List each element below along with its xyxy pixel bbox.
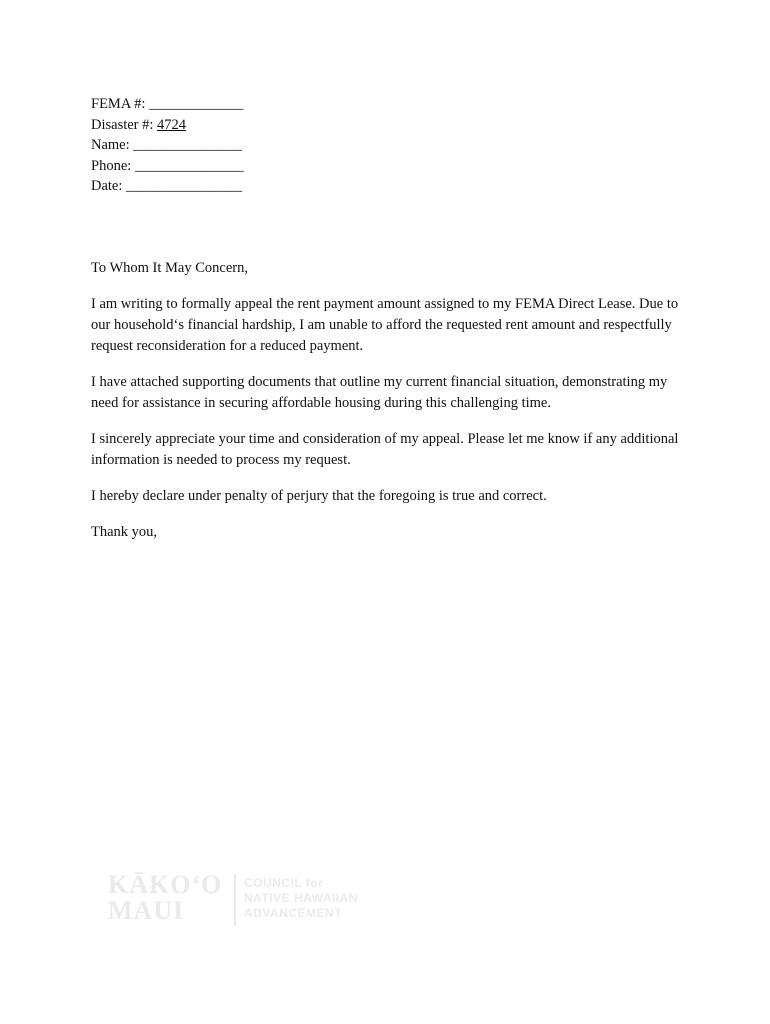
phone-field: Phone: _______________ xyxy=(91,157,244,174)
paragraph-declaration: I hereby declare under penalty of perjury that the foregoing is true and correct. xyxy=(91,488,547,504)
date-field: Date: ________________ xyxy=(91,178,243,195)
council-line-3: ADVANCEMENT xyxy=(244,906,342,920)
letter-body xyxy=(91,258,691,558)
disaster-number-value: 4724 xyxy=(157,116,187,133)
organization-watermark-logo xyxy=(108,872,378,932)
council-line-2: NATIVE HAWAIIAN xyxy=(244,891,358,905)
council-name xyxy=(244,876,358,921)
closing: Thank you, xyxy=(91,524,158,540)
disaster-number-label: Disaster #: xyxy=(91,116,158,133)
logo-divider xyxy=(234,874,236,926)
logo-line-1: KĀKOʻO xyxy=(108,870,223,899)
fema-number-field: FEMA #: _____________ xyxy=(91,96,244,112)
paragraph-appeal: I am writing to formally appeal the rent payment amount assigned to my FEMA Direct Lease. Due to our household‘s financial hardship, I am unable to afford the requested rent amount and respectfully request reconsideration for a reduced payment. xyxy=(91,296,679,354)
logo-line-2: MAUI xyxy=(108,896,185,925)
header-fields xyxy=(91,94,244,197)
disaster-number-field xyxy=(91,115,244,136)
salutation: To Whom It May Concern, xyxy=(91,260,248,276)
kakoo-maui-logo-text xyxy=(108,872,228,928)
name-field: Name: _______________ xyxy=(91,137,243,154)
paragraph-documents: I have attached supporting documents that outline my current financial situation, demonstrating my need for assistance in securing affordable housing during this challenging time. xyxy=(91,374,668,411)
paragraph-appreciation: I sincerely appreciate your time and consideration of my appeal. Please let me know if any additional information is needed to process my request. xyxy=(91,431,679,468)
council-line-1: COUNCIL for xyxy=(244,876,324,890)
